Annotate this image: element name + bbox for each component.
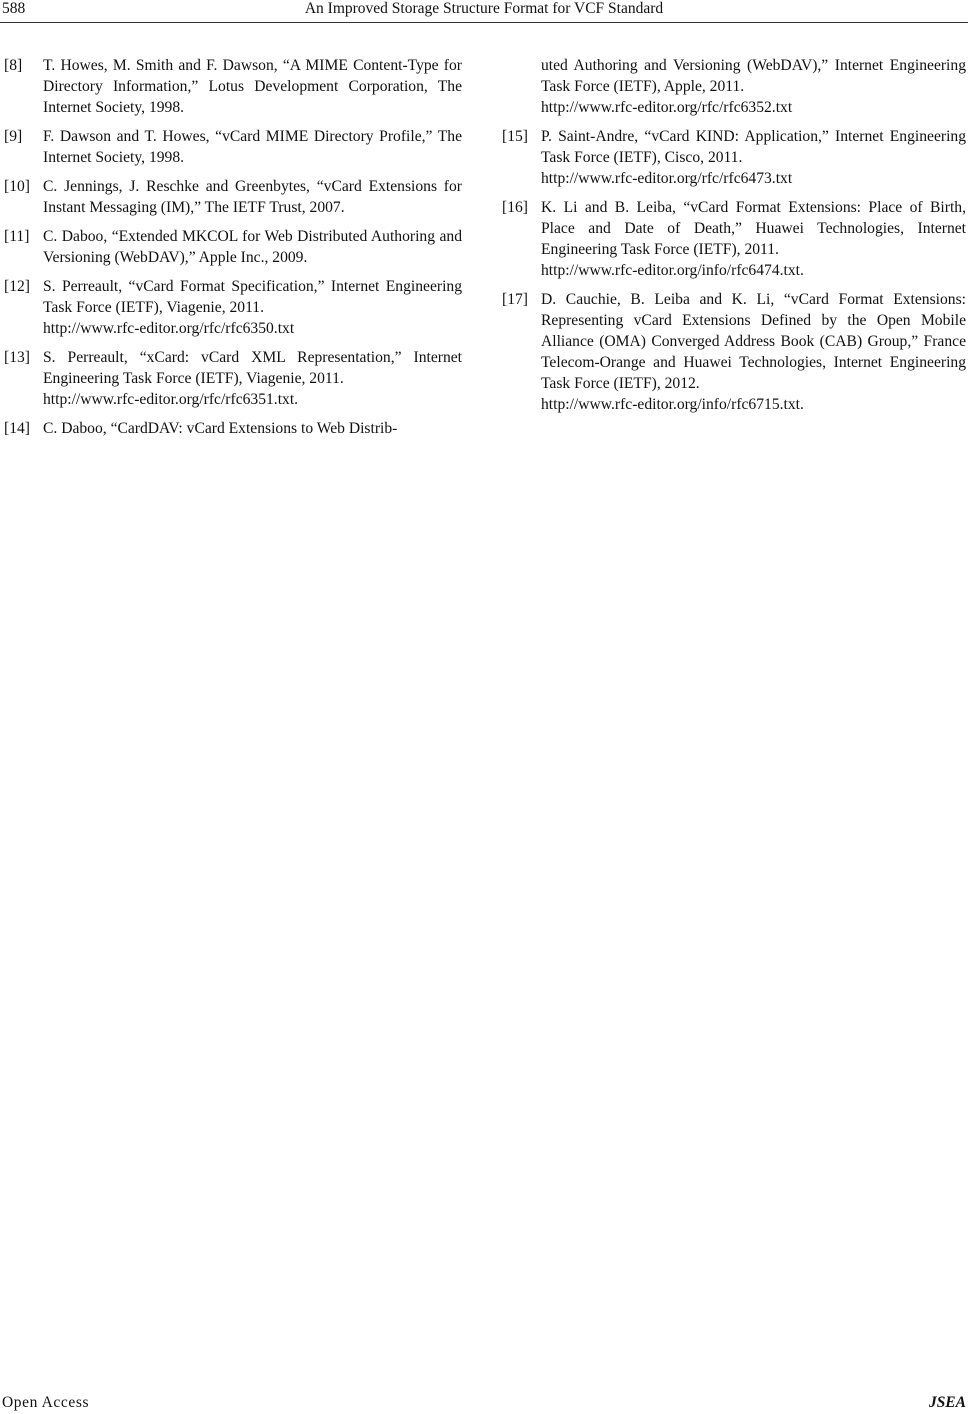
- reference-label: [16]: [502, 199, 528, 216]
- reference-continuation: [502, 55, 966, 118]
- reference-url: http://www.rfc-editor.org/rfc/rfc6473.txt: [541, 170, 793, 187]
- reference-label: [8]: [4, 57, 23, 74]
- reference-text: S. Perreault, “xCard: vCard XML Representation,” Internet Engineering Task Force (IETF), Viagenie, 2011.: [43, 349, 462, 387]
- reference-label: [11]: [4, 228, 30, 245]
- reference-item: [4, 126, 462, 168]
- open-access-label: Open Access: [2, 1394, 90, 1411]
- reference-item: [4, 276, 462, 339]
- page-header: [0, 0, 968, 22]
- reference-item: [4, 226, 462, 268]
- running-title: An Improved Storage Structure Format for VCF Standard: [304, 0, 664, 17]
- reference-item: [4, 418, 462, 439]
- reference-url: http://www.rfc-editor.org/info/rfc6715.txt.: [541, 396, 804, 413]
- reference-label: [14]: [4, 420, 30, 437]
- reference-item: [4, 176, 462, 218]
- reference-item: [4, 55, 462, 118]
- reference-url: http://www.rfc-editor.org/info/rfc6474.txt.: [541, 262, 804, 279]
- reference-text: C. Daboo, “CardDAV: vCard Extensions to Web Distrib-: [43, 420, 398, 437]
- journal-abbreviation: JSEA: [928, 1394, 966, 1411]
- reference-url: http://www.rfc-editor.org/rfc/rfc6350.txt: [43, 320, 295, 337]
- reference-text: F. Dawson and T. Howes, “vCard MIME Directory Profile,” The Internet Society, 1998.: [43, 128, 462, 166]
- reference-text: P. Saint-Andre, “vCard KIND: Application,” Internet Engineering Task Force (IETF), Cisco, 2011.: [541, 128, 966, 166]
- reference-text: D. Cauchie, B. Leiba and K. Li, “vCard Format Extensions: Representing vCard Extensions Defined by the Open Mobile Alliance (OMA) Converged Address Book (CAB) Group,” France Telecom-Orange and Huawei Technologies, Internet Engineering Task Force (IETF), 2012.: [541, 291, 966, 392]
- reference-item: [502, 289, 966, 415]
- reference-text: C. Daboo, “Extended MKCOL for Web Distributed Authoring and Versioning (WebDAV),” Apple Inc., 2009.: [43, 228, 462, 266]
- reference-label: [13]: [4, 349, 30, 366]
- reference-label: [17]: [502, 291, 528, 308]
- reference-item: [502, 126, 966, 189]
- reference-url: http://www.rfc-editor.org/rfc/rfc6352.txt: [541, 99, 793, 116]
- reference-text: S. Perreault, “vCard Format Specification,” Internet Engineering Task Force (IETF), Viagenie, 2011.: [43, 278, 462, 316]
- page-footer: [0, 1393, 968, 1413]
- reference-text: uted Authoring and Versioning (WebDAV),” Internet Engineering Task Force (IETF), Apple, 2011.: [541, 57, 966, 95]
- reference-label: [9]: [4, 128, 23, 145]
- reference-label: [12]: [4, 278, 30, 295]
- reference-item: [4, 347, 462, 410]
- reference-text: K. Li and B. Leiba, “vCard Format Extensions: Place of Birth, Place and Date of Death,” Huawei Technologies, Internet Engineering Task Force (IETF), 2011.: [541, 199, 966, 258]
- right-column-references: [502, 55, 966, 423]
- reference-label: [15]: [502, 128, 528, 145]
- reference-text: C. Jennings, J. Reschke and Greenbytes, “vCard Extensions for Instant Messaging (IM),” The IETF Trust, 2007.: [43, 178, 462, 216]
- reference-item: [502, 197, 966, 281]
- left-column-references: [4, 55, 462, 447]
- reference-label: [10]: [4, 178, 30, 195]
- header-rule: [0, 22, 968, 23]
- reference-text: T. Howes, M. Smith and F. Dawson, “A MIME Content-Type for Directory Information,” Lotus Development Corporation, The Internet Society, 1998.: [43, 57, 462, 116]
- page-number: 588: [2, 0, 26, 17]
- reference-url: http://www.rfc-editor.org/rfc/rfc6351.txt.: [43, 391, 299, 408]
